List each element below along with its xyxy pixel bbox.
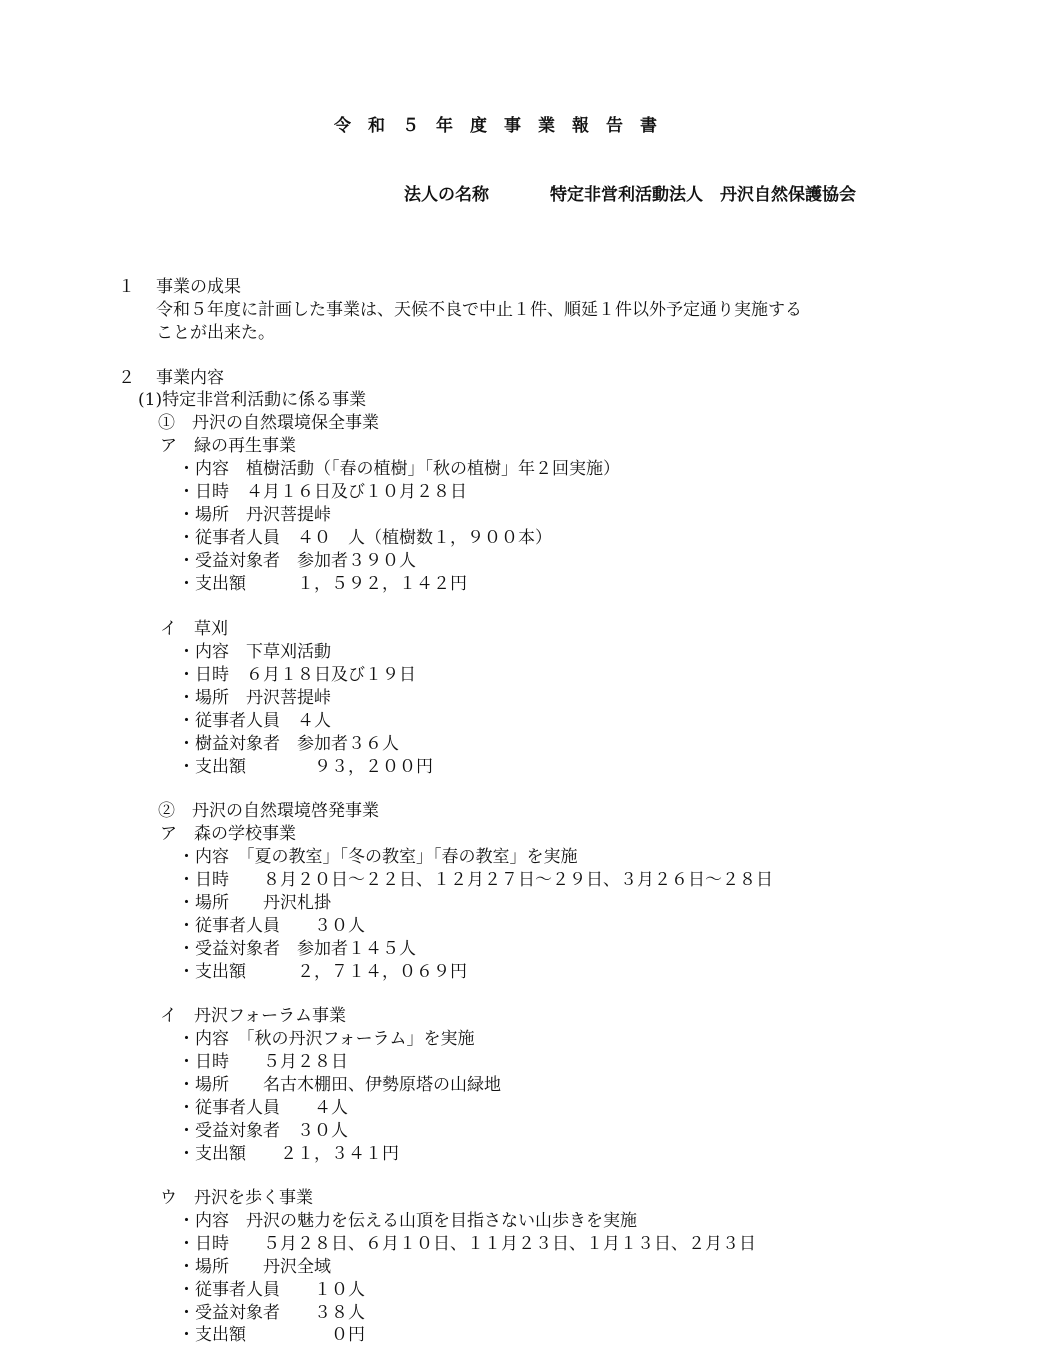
group2-b-item: ・支出額 ２１，３４１円 (178, 1144, 399, 1164)
group2-c-heading: ウ 丹沢を歩く事業 (160, 1188, 313, 1208)
group1-b-heading: イ 草刈 (160, 619, 228, 639)
group1-a-item: ・日時 ４月１６日及び１０月２８日 (178, 482, 467, 502)
group2-b-item: ・場所 名古木棚田、伊勢原塔の山緑地 (178, 1075, 501, 1095)
group1-b-item: ・樹益対象者 参加者３６人 (178, 734, 399, 754)
section2-sub: (1)特定非営利活動に係る事業 (138, 390, 367, 410)
section1-number: １ (118, 277, 135, 297)
group2-b-item: ・従事者人員 ４人 (178, 1098, 348, 1118)
group1-a-item: ・従事者人員 ４０ 人（植樹数１，９００本） (178, 528, 552, 548)
group2-c-item: ・場所 丹沢全域 (178, 1257, 331, 1277)
group2-c-item: ・従事者人員 １０人 (178, 1280, 365, 1300)
section1-text-line2: ことが出来た。 (156, 323, 275, 343)
group2-a-item: ・内容 「夏の教室」「冬の教室」「春の教室」を実施 (178, 847, 578, 867)
section1-text-line1: 令和５年度に計画した事業は、天候不良で中止１件、順延１件以外予定通り実施する (156, 300, 802, 320)
org-label: 法人の名称 (404, 185, 489, 205)
group1-b-item: ・場所 丹沢菩提峠 (178, 688, 331, 708)
group2-c-item: ・支出額 ０円 (178, 1325, 365, 1345)
group2-a-item: ・従事者人員 ３０人 (178, 916, 365, 936)
group1-a-item: ・内容 植樹活動（「春の植樹」「秋の植樹」年２回実施） (178, 459, 620, 479)
group2-heading: ② 丹沢の自然環境啓発事業 (158, 801, 379, 821)
document-title: 令和５年度事業報告書 (334, 116, 674, 136)
group2-a-item: ・場所 丹沢札掛 (178, 893, 331, 913)
group2-a-item: ・支出額 ２，７１４，０６９円 (178, 962, 467, 982)
group2-b-item: ・内容 「秋の丹沢フォーラム」を実施 (178, 1029, 475, 1049)
group1-a-item: ・支出額 １，５９２，１４２円 (178, 574, 467, 594)
group1-heading: ① 丹沢の自然環境保全事業 (158, 413, 379, 433)
section1-heading: 事業の成果 (156, 277, 241, 297)
group1-a-item: ・場所 丹沢菩提峠 (178, 505, 331, 525)
group1-b-item: ・支出額 ９３，２００円 (178, 757, 433, 777)
group2-c-item: ・日時 ５月２８日、６月１０日、１１月２３日、１月１３日、２月３日 (178, 1234, 756, 1254)
group2-a-item: ・日時 ８月２０日～２２日、１２月２７日～２９日、３月２６日～２８日 (178, 870, 773, 890)
group1-a-item: ・受益対象者 参加者３９０人 (178, 551, 416, 571)
group2-b-heading: イ 丹沢フォーラム事業 (160, 1006, 346, 1026)
group2-b-item: ・日時 ５月２８日 (178, 1052, 348, 1072)
org-name: 特定非営利活動法人 丹沢自然保護協会 (550, 185, 856, 205)
group2-a-heading: ア 森の学校事業 (160, 824, 296, 844)
group1-b-item: ・従事者人員 ４人 (178, 711, 331, 731)
section2-heading: 事業内容 (156, 368, 224, 388)
section2-number: ２ (118, 368, 135, 388)
group1-a-heading: ア 緑の再生事業 (160, 436, 296, 456)
group1-b-item: ・日時 ６月１８日及び１９日 (178, 665, 416, 685)
group1-b-item: ・内容 下草刈活動 (178, 642, 331, 662)
group2-c-item: ・内容 丹沢の魅力を伝える山頂を目指さない山歩きを実施 (178, 1211, 637, 1231)
group2-c-item: ・受益対象者 ３８人 (178, 1303, 365, 1323)
group2-b-item: ・受益対象者 ３０人 (178, 1121, 348, 1141)
group2-a-item: ・受益対象者 参加者１４５人 (178, 939, 416, 959)
